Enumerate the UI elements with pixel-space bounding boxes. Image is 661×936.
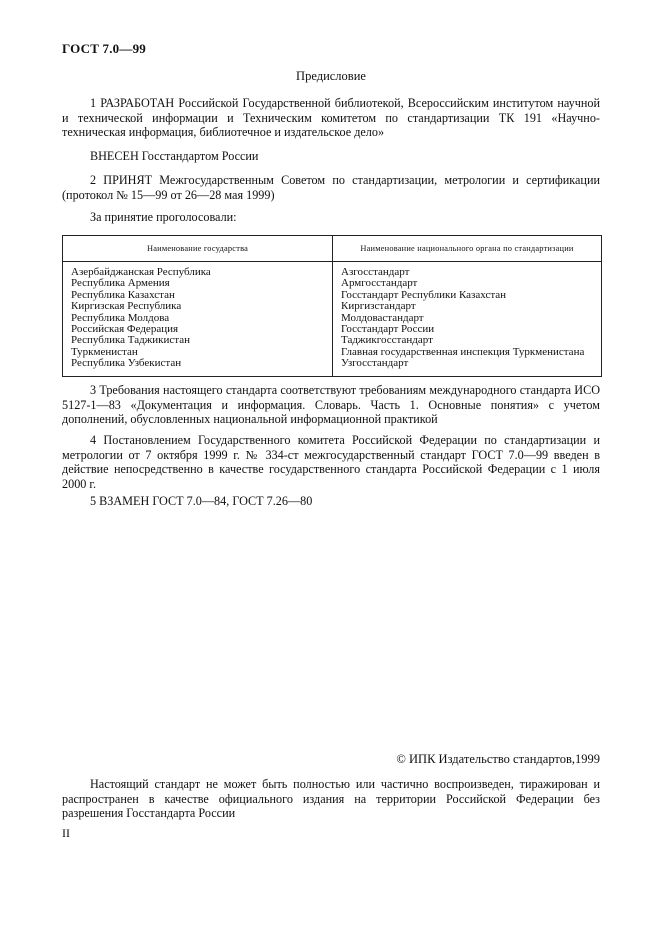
paragraph-text: Межгосударственным Советом по стандартизации, метрологии и сертификации (протокол № 15—99 от 26—28 мая 1999)	[62, 173, 600, 202]
state-name: Республика Таджикистан	[71, 334, 190, 347]
paragraph-lead: ВНЕСЕН	[90, 149, 139, 163]
paragraph-lead: 2 ПРИНЯТ	[90, 173, 153, 187]
vote-table	[62, 235, 602, 377]
body-name: Киргизстандарт	[341, 300, 416, 313]
paragraph-text: ГОСТ 7.0—84, ГОСТ 7.26—80	[149, 494, 313, 508]
copyright: © ИПК Издательство стандартов,1999	[396, 752, 600, 766]
body-name: Таджикгосстандарт	[341, 334, 433, 347]
state-name: Республика Казахстан	[71, 288, 175, 301]
paragraph-voted: За принятие проголосовали:	[90, 210, 237, 224]
paragraph-adopted	[62, 173, 600, 202]
state-name: Российская Федерация	[71, 323, 179, 336]
paragraph-lead: 5 ВЗАМЕН	[90, 494, 150, 508]
state-name: Азербайджанская Республика	[71, 266, 211, 278]
state-name: Республика Узбекистан	[71, 357, 182, 370]
reproduction-notice: Настоящий стандарт не может быть полностью или частично воспроизведен, тиражирован и распространен в качестве официального издания на территории Российской Федерации без разрешения Госстандарта России	[62, 777, 600, 821]
body-name: Армгосстандарт	[341, 277, 418, 290]
state-name: Киргизская Республика	[71, 300, 182, 313]
state-name: Туркменистан	[71, 345, 138, 358]
paragraph-text: Госстандартом России	[138, 149, 259, 163]
body-name: Главная государственная инспекция Туркменистана	[341, 345, 585, 358]
body-name: Госстандарт России	[341, 323, 435, 336]
body-name: Молдовастандарт	[341, 311, 424, 324]
state-name: Республика Армения	[71, 277, 170, 290]
state-name: Республика Молдова	[71, 311, 170, 324]
column-header-state: Наименование государства	[63, 236, 333, 262]
paragraph-introduced	[62, 149, 600, 164]
page-title: Предисловие	[296, 69, 366, 83]
states-cell	[63, 262, 333, 377]
paragraph-developed	[62, 96, 600, 140]
bodies-cell	[333, 262, 602, 377]
paragraph-text: Российской Государственной библиотекой, Всероссийским институтом научной и технической информации и Техническим комитетом по стандартизации ТК 191 «Научно-техническая информация, библиотечное и издательское дело»	[62, 96, 601, 140]
body-name: Узгосстандарт	[341, 357, 409, 370]
table-row	[63, 262, 602, 377]
header-code: ГОСТ 7.0—99	[62, 41, 146, 56]
paragraph-decree: 4 Постановлением Государственного комитета Российской Федерации по стандартизации и метрологии от 7 октября 1999 г. № 334-ст межгосударственный стандарт ГОСТ 7.0—99 введен в действие непосредственно в качестве государственного стандарта Российской Федерации с 1 июля 2000 г.	[62, 433, 600, 491]
table-header-row	[63, 236, 602, 262]
column-header-body: Наименование национального органа по стандартизации	[333, 236, 602, 262]
paragraph-lead: 1 РАЗРАБОТАН	[90, 96, 175, 110]
paragraph-requirements: 3 Требования настоящего стандарта соответствуют требованиям международного стандарта ИСО 5127-1—83 «Документация и информация. Словарь. Часть 1. Основные понятия» с учетом дополнений, обусловленных национальной информационной практикой	[62, 383, 600, 427]
paragraph-replaces	[62, 494, 600, 509]
page-number: II	[62, 826, 70, 840]
body-name: Азгосстандарт	[341, 266, 410, 278]
body-name: Госстандарт Республики Казахстан	[341, 288, 507, 301]
